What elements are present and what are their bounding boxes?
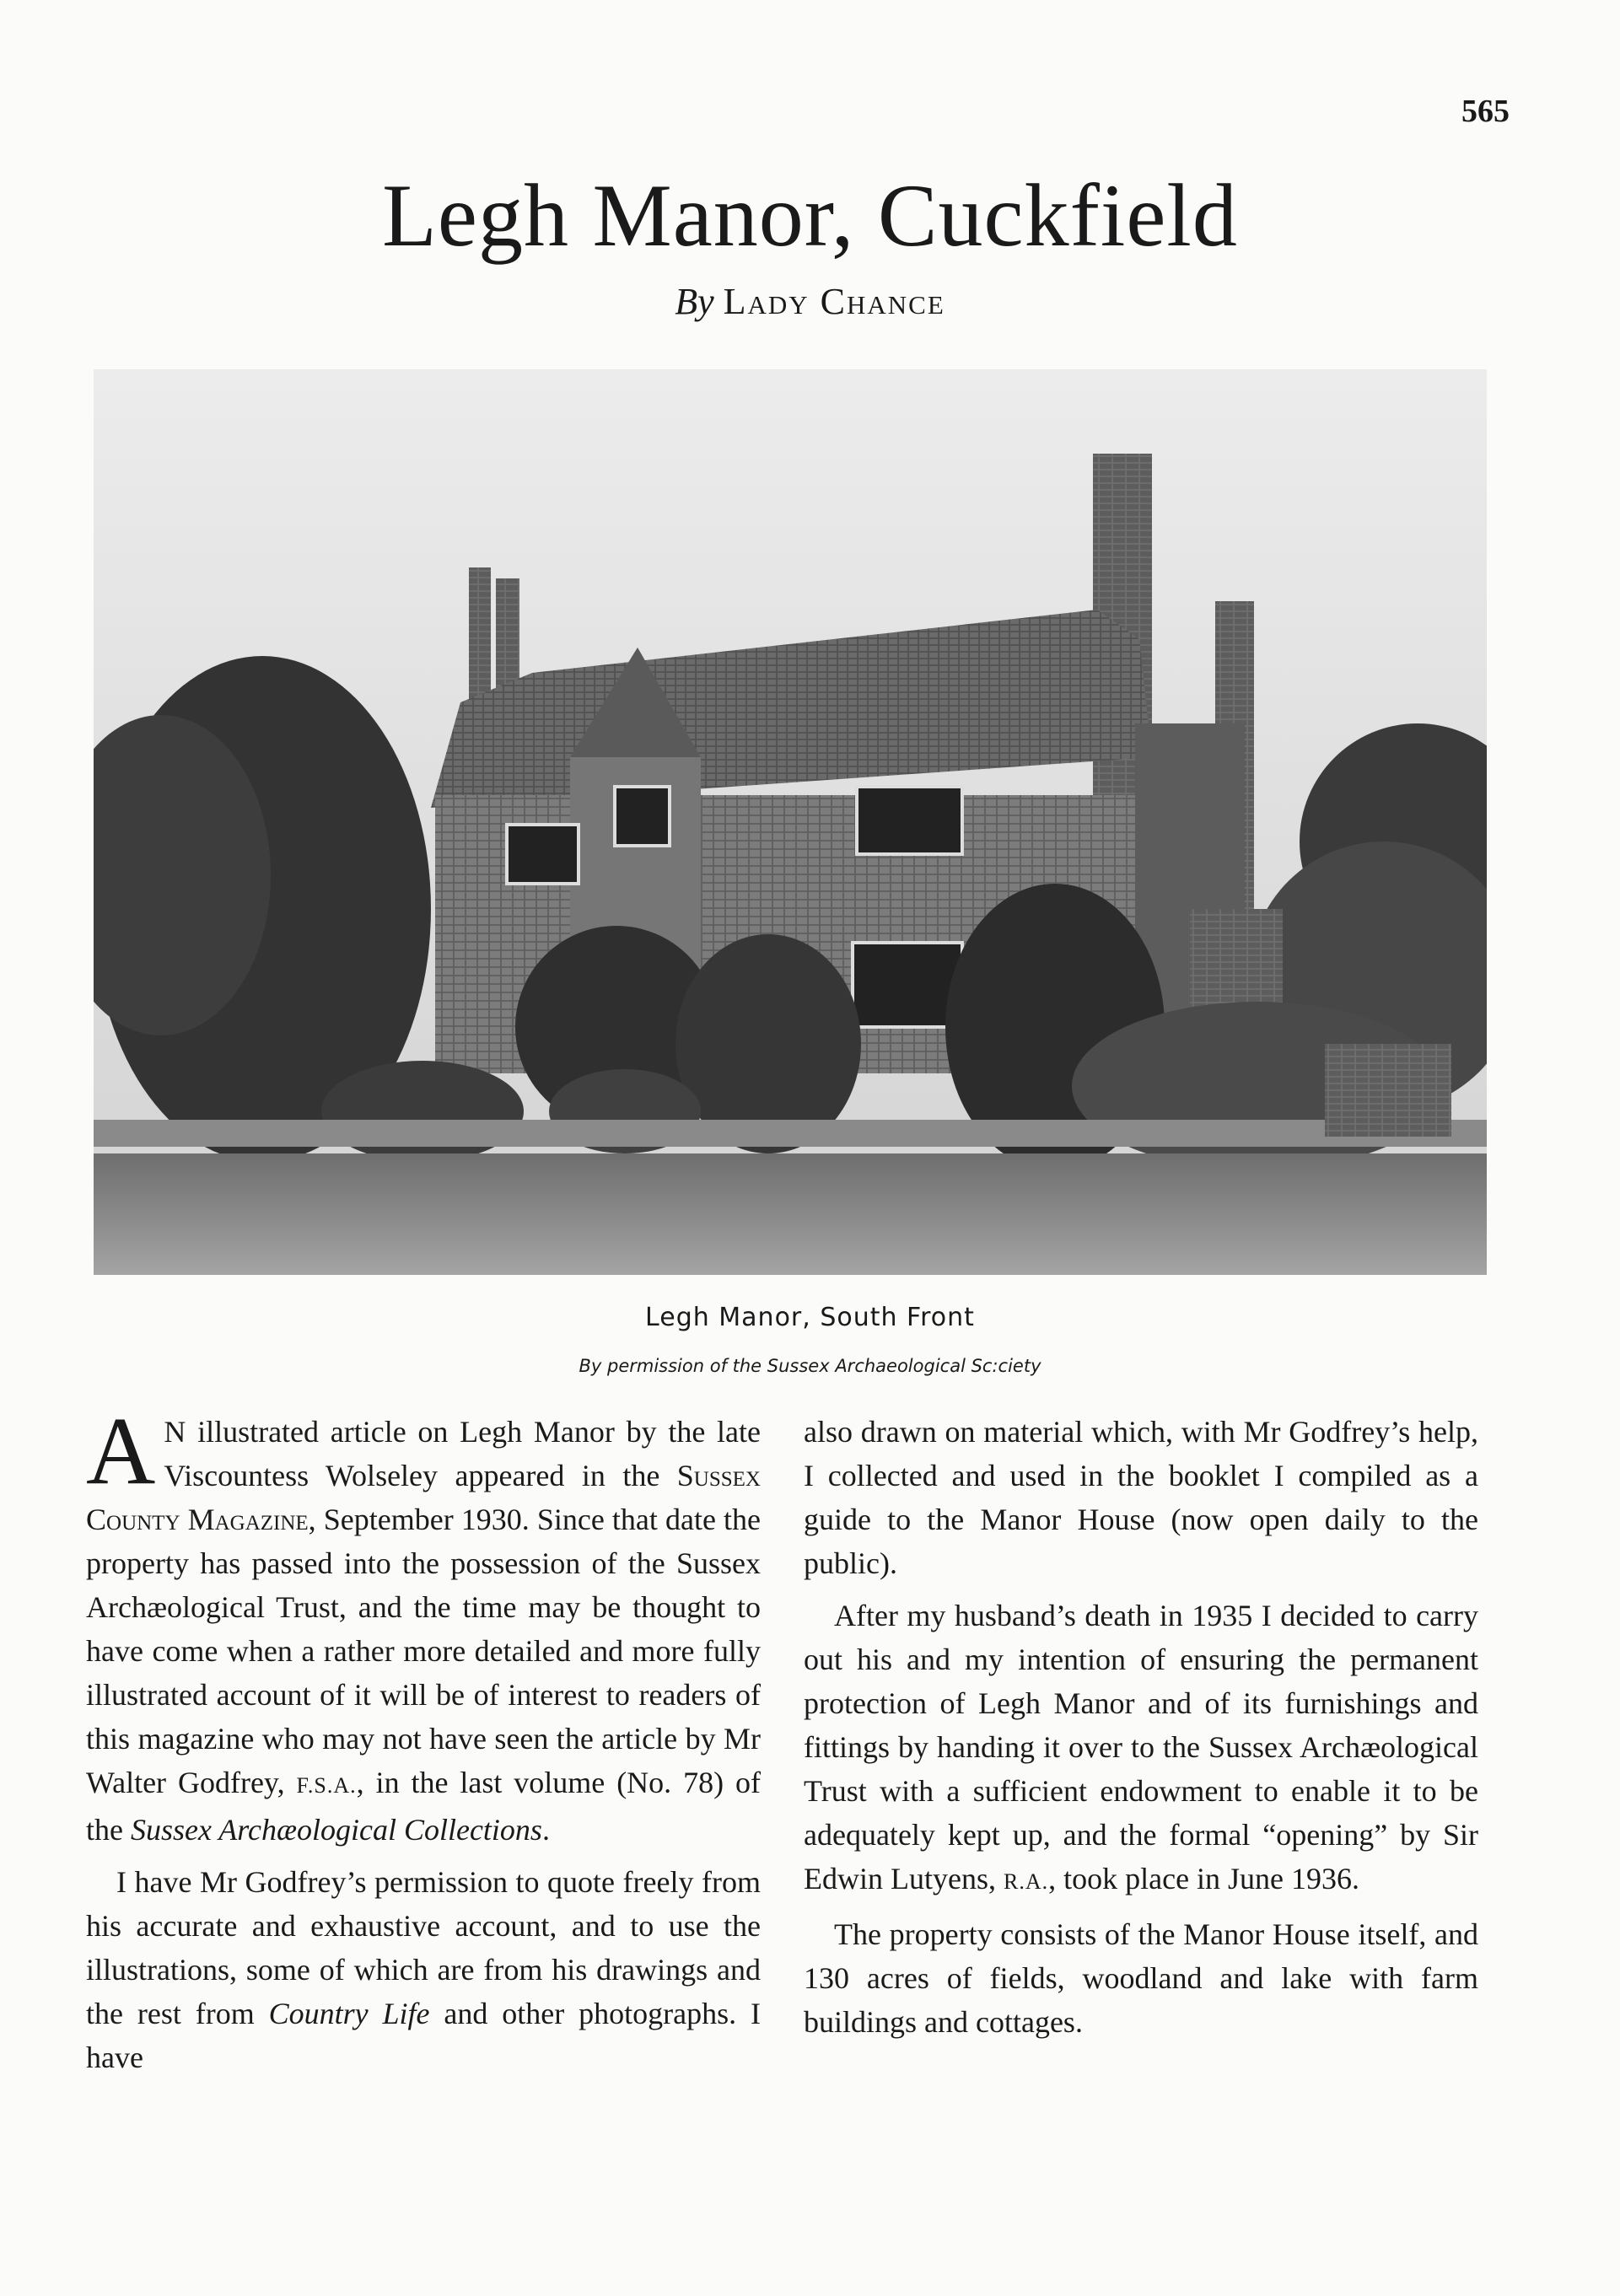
figure-credit: By permission of the Sussex Archaeological Sc:ciety: [579, 1356, 1041, 1376]
paragraph-2: [86, 1860, 761, 2079]
ra-abbreviation: R.A.: [1003, 1869, 1049, 1894]
fsa-abbreviation: F.S.A.: [296, 1773, 357, 1798]
page-number: 565: [1461, 94, 1510, 129]
paragraph-1: [86, 1397, 762, 1852]
article-title: Legh Manor, Cuckfield: [382, 166, 1238, 265]
collections-title: Sussex Archæological Collections: [130, 1813, 542, 1847]
byline-author: Lady Chance: [723, 281, 945, 322]
paragraph-2-continued: also drawn on material which, with Mr Godfrey’s help, I collected and used in the booklet I compiled as a guide to the Manor House (now open daily to the public).: [804, 1415, 1478, 1580]
byline: [0, 280, 1620, 323]
drop-cap: A: [86, 1397, 156, 1504]
paragraph-3-text-a: After my husband’s death in 1935 I decided to carry out his and my intention of ensuring the permanent protection of Legh Manor and of its furnishings and fittings by handing it over to the Sussex Archæological Trust with a sufficient endowment to enable it to be adequately kept up, and the formal “opening” by Sir Edwin Lutyens,: [804, 1599, 1478, 1895]
paragraph-1-text-a: N illustrated article on Legh Manor by the late Viscountess Wolseley appeared in the: [164, 1415, 761, 1492]
paragraph-4: The property consists of the Manor House itself, and 130 acres of fields, woodland and lake with farm buildings and cottages.: [804, 1917, 1478, 2039]
paragraph-1-text-b: , September 1930. Since that date the property has passed into the possession of the Sussex Archæological Trust, and the time may be thought to have come when a rather more detailed and more fully illustrated account of it will be of interest to readers of this magazine who may not have seen the article by Mr Walter Godfrey,: [86, 1503, 761, 1799]
paragraph-2-text-b: and other photographs. I have: [86, 1997, 761, 2074]
paragraph-1-text-c: , in the last volume (No. 78) of the: [86, 1766, 762, 1847]
figure-caption: Legh Manor, South Front: [645, 1303, 975, 1332]
paragraph-1-text-d: .: [541, 1813, 550, 1847]
paragraph-2-text-a: I have Mr Godfrey’s permission to quote freely from his accurate and exhaustive account, and to use the illustrations, some of which are from his drawings and the rest from: [86, 1865, 761, 2030]
byline-prefix: By: [675, 281, 714, 322]
left-column: [86, 1397, 762, 2079]
magazine-name: Sussex County Magazine: [86, 1459, 761, 1536]
right-column: [804, 1410, 1478, 2044]
country-life-title: Country Life: [268, 1997, 430, 2030]
manor-photograph: [94, 369, 1487, 1275]
paragraph-3-text-b: , took place in June 1936.: [1048, 1862, 1360, 1895]
paragraph-3: [804, 1594, 1478, 1904]
